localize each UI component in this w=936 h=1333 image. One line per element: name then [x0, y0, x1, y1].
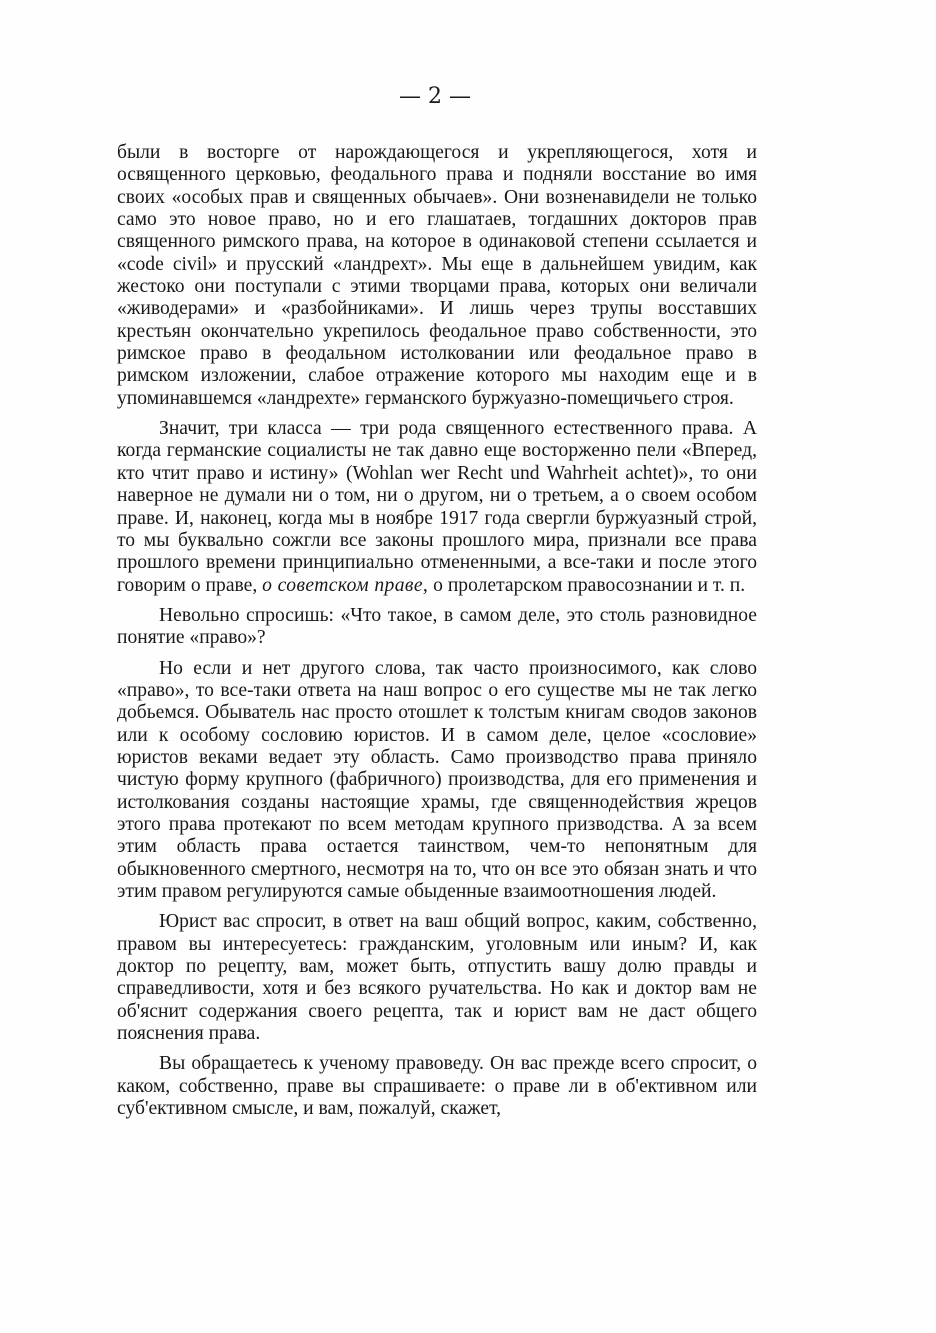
- paragraph-4: Но если и нет другого слова, так часто произносимого, как слово «право», то все-таки ответа на наш вопрос о его существе мы не так легко добьемся. Обыватель нас просто отошлет к толстым книгам сводов законов или к особому сословию юристов. И в самом деле, целое «сословие» юристов веками ведает эту область. Само производство права приняло чистую форму крупного (фабричного) производства, для его применения и истолкования созданы настоящие храмы, где священнодействия жрецов этого права протекают по всем методам крупного призводства. А за всем этим область права остается таинством, чем-то непонятным для обыкновенного смертного, несмотря на то, что он все это обязан знать и что этим правом регулируются самые обыденные взаимоотношения людей.: [117, 657, 757, 902]
- paragraph-2-emphasis: о советском праве,: [262, 574, 429, 596]
- page-body: [117, 142, 757, 1120]
- paragraph-5: Юрист вас спросит, в ответ на ваш общий вопрос, каким, собственно, правом вы интересуетесь: гражданским, уголовным или иным? И, как доктор по рецепту, вам, может быть, отпустить вашу долю правды и справедливости, хотя и без всякого ручательства. Но как и доктор вам не об'яснит содержания своего рецепта, так и юрист вам не даст общего пояснения права.: [117, 911, 757, 1045]
- paragraph-2: [117, 418, 757, 597]
- paragraph-2-text-start: Значит, три класса — три рода священного естественного права. А когда германские социалисты не так давно еще восторженно пели «Вперед, кто чтит право и истину» (Wohlan wer Recht und Wahrheit achtet)», то они наверное не думали ни о том, ни о другом, ни о третьем, а о своем особом праве. И, наконец, когда мы в ноябре 1917 года свергли буржуазный строй, то мы буквально сожгли все законы прошлого мира, признали все права прошлого времени принципиально отмененными, а все-таки и после этого говорим о праве,: [117, 418, 757, 596]
- paragraph-6: Вы обращаетесь к ученому правоведу. Он вас прежде всего спросит, о каком, собственно, праве вы спрашиваете: о праве ли в об'ективном или суб'ективном смысле, и вам, пожалуй, скажет,: [117, 1053, 757, 1120]
- paragraph-2-text-end: о пролетарском правосознании и т. п.: [428, 574, 746, 596]
- paragraph-1: были в восторге от нарождающегося и укрепляющегося, хотя и освященного церковью, феодального права и подняли восстание во имя своих «особых прав и священных обычаев». Они возненавидели не только само это новое право, но и его глашатаев, тогдашних докторов прав священного римского права, на которое в одинаковой степени ссылается и «code civil» и прусский «ландрехт». Мы еще в дальнейшем увидим, как жестоко они поступали с этими творцами права, которых они величали «живодерами» и «разбойниками». И лишь через трупы восставших крестьян окончательно укрепилось феодальное право собственности, это римское право в феодальном истолковании или феодальное право в римском изложении, слабое отражение которого мы находим еще и в упоминавшемся «ландрехте» германского буржуазно-помещичьего строя.: [117, 142, 757, 409]
- page-number: — 2 —: [399, 84, 471, 109]
- paragraph-3: Невольно спросишь: «Что такое, в самом деле, это столь разновидное понятие «право»?: [117, 604, 757, 649]
